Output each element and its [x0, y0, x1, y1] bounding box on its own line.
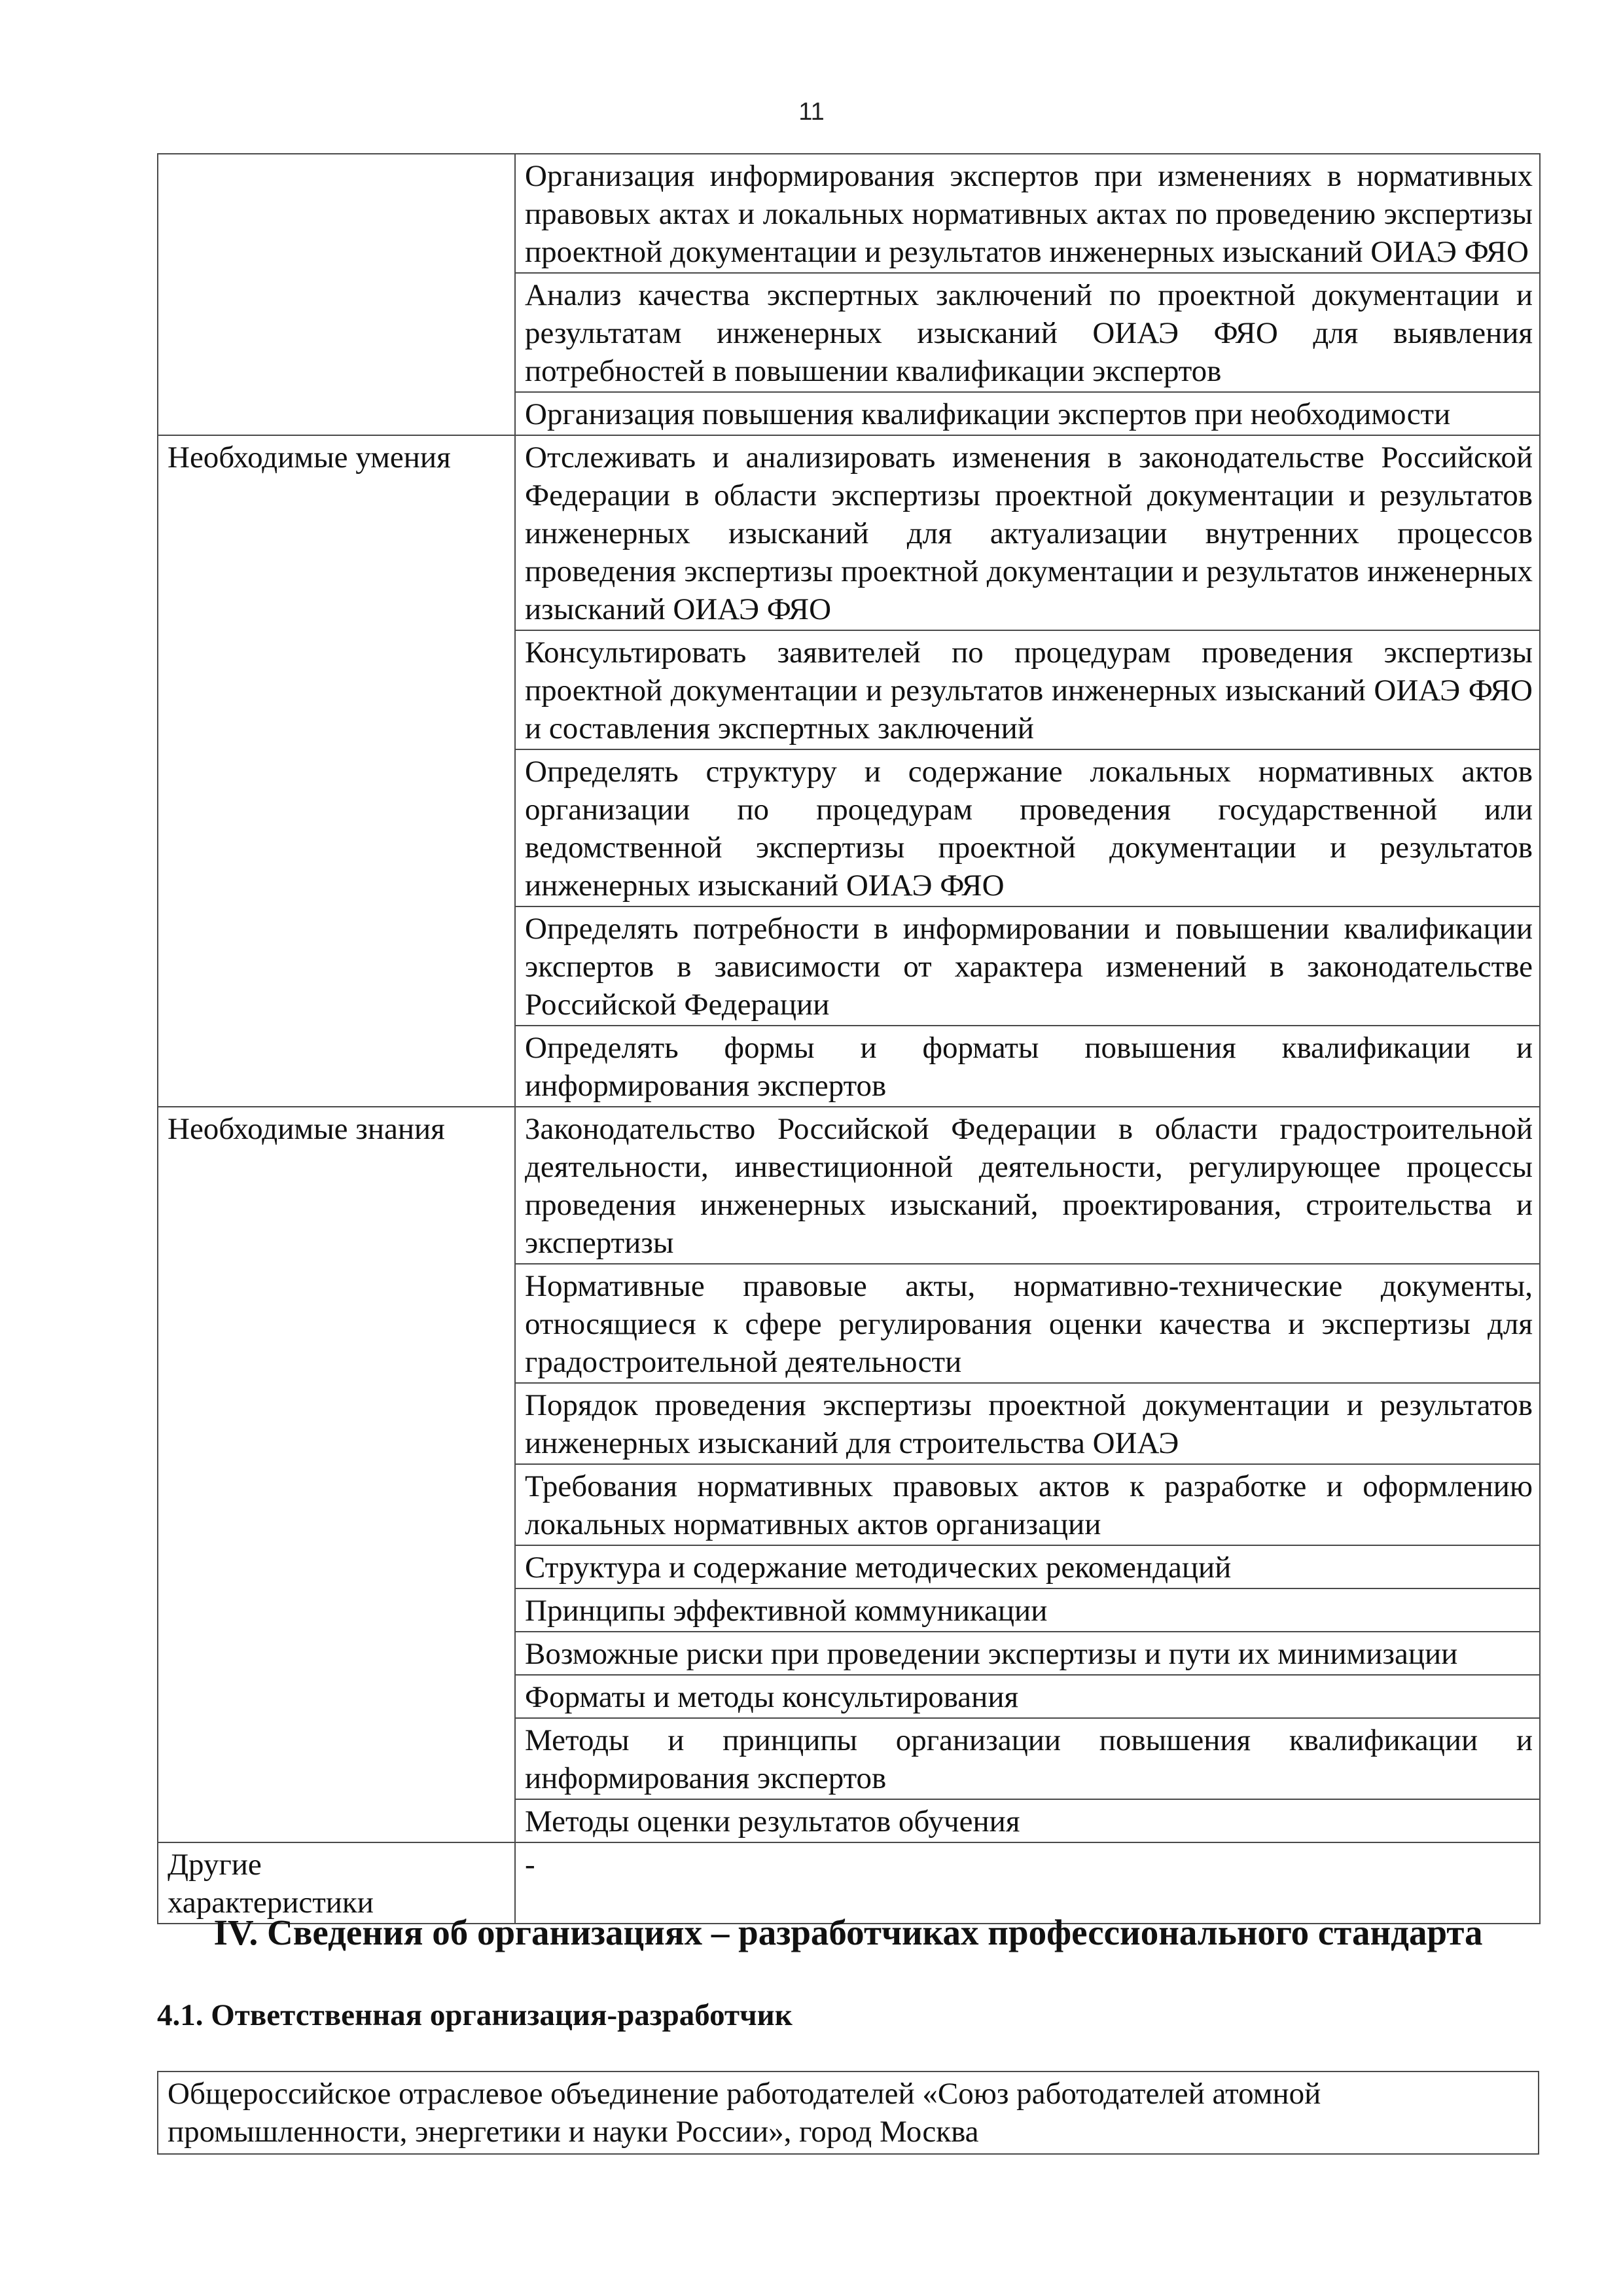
- labor-actions-label-cell: [158, 154, 515, 435]
- table-cell: Консультировать заявителей по процедурам проведения экспертизы проектной документации и результатов инженерных изысканий ОИАЭ ФЯО и составления экспертных заключений: [515, 630, 1540, 749]
- other-label-line1: Другие: [168, 1848, 262, 1882]
- table-cell: Отслеживать и анализировать изменения в законодательстве Российской Федерации в области экспертизы проектной документации и результатов инженерных изысканий для актуализации внутренних процессов проведения экспертизы проектной документации и результатов инженерных изысканий ОИАЭ ФЯО: [515, 435, 1540, 630]
- table-cell: Законодательство Российской Федерации в области градостроительной деятельности, инвестиционной деятельности, регулирующее процессы проведения инженерных изысканий, проектирования, строительства и экспертизы: [515, 1107, 1540, 1264]
- table-cell: Форматы и методы консультирования: [515, 1675, 1540, 1718]
- table-cell: Определять структуру и содержание локальных нормативных актов организации по процедурам проведения государственной или ведомственной экспертизы проектной документации и результатов инженерных изысканий ОИАЭ ФЯО: [515, 749, 1540, 906]
- table-cell: Методы и принципы организации повышения квалификации и информирования экспертов: [515, 1718, 1540, 1799]
- table-cell: Определять потребности в информировании и повышении квалификации экспертов в зависимости от характера изменений в законодательстве Российской Федерации: [515, 906, 1540, 1026]
- table-cell: Организация информирования экспертов при изменениях в нормативных правовых актах и локальных нормативных актах по проведению экспертизы проектной документации и результатов инженерных изысканий ОИАЭ ФЯО: [515, 154, 1540, 273]
- table-cell: Методы оценки результатов обучения: [515, 1799, 1540, 1842]
- other-label-line2: характеристики: [168, 1886, 374, 1920]
- other-characteristics-value: -: [515, 1842, 1540, 1924]
- subsection-heading: 4.1. Ответственная организация-разработчик: [157, 1998, 793, 2032]
- table-cell: Нормативные правовые акты, нормативно-технические документы, относящиеся к сфере регулирования оценки качества и экспертизы для градостроительной деятельности: [515, 1264, 1540, 1383]
- table-row: [158, 1107, 1540, 1264]
- table-cell: Возможные риски при проведении экспертизы и пути их минимизации: [515, 1632, 1540, 1675]
- section-heading: IV. Сведения об организациях – разработчиках профессионального стандарта: [213, 1912, 1483, 1952]
- table-cell: Анализ качества экспертных заключений по проектной документации и результатам инженерных изысканий ОИАЭ ФЯО для выявления потребностей в повышении квалификации экспертов: [515, 273, 1540, 392]
- table-cell: Порядок проведения экспертизы проектной документации и результатов инженерных изысканий для строительства ОИАЭ: [515, 1383, 1540, 1464]
- org-name-line2: промышленности, энергетики и науки России», город Москва: [168, 2115, 979, 2149]
- table-cell: Организация повышения квалификации экспертов при необходимости: [515, 392, 1540, 435]
- table-cell: Структура и содержание методических рекомендаций: [515, 1545, 1540, 1588]
- responsible-organization-box: [157, 2071, 1539, 2155]
- table-cell: Требования нормативных правовых актов к разработке и оформлению локальных нормативных актов организации: [515, 1464, 1540, 1545]
- page-number: 11: [798, 98, 825, 126]
- org-name-line1: Общероссийское отраслевое объединение работодателей «Союз работодателей атомной: [168, 2077, 1321, 2111]
- table-cell: Определять формы и форматы повышения квалификации и информирования экспертов: [515, 1026, 1540, 1107]
- table-row: [158, 435, 1540, 630]
- table-row: [158, 154, 1540, 273]
- table-cell: Принципы эффективной коммуникации: [515, 1588, 1540, 1632]
- skills-knowledge-table: [157, 153, 1541, 1924]
- knowledge-label: Необходимые знания: [158, 1107, 515, 1842]
- skills-label: Необходимые умения: [158, 435, 515, 1107]
